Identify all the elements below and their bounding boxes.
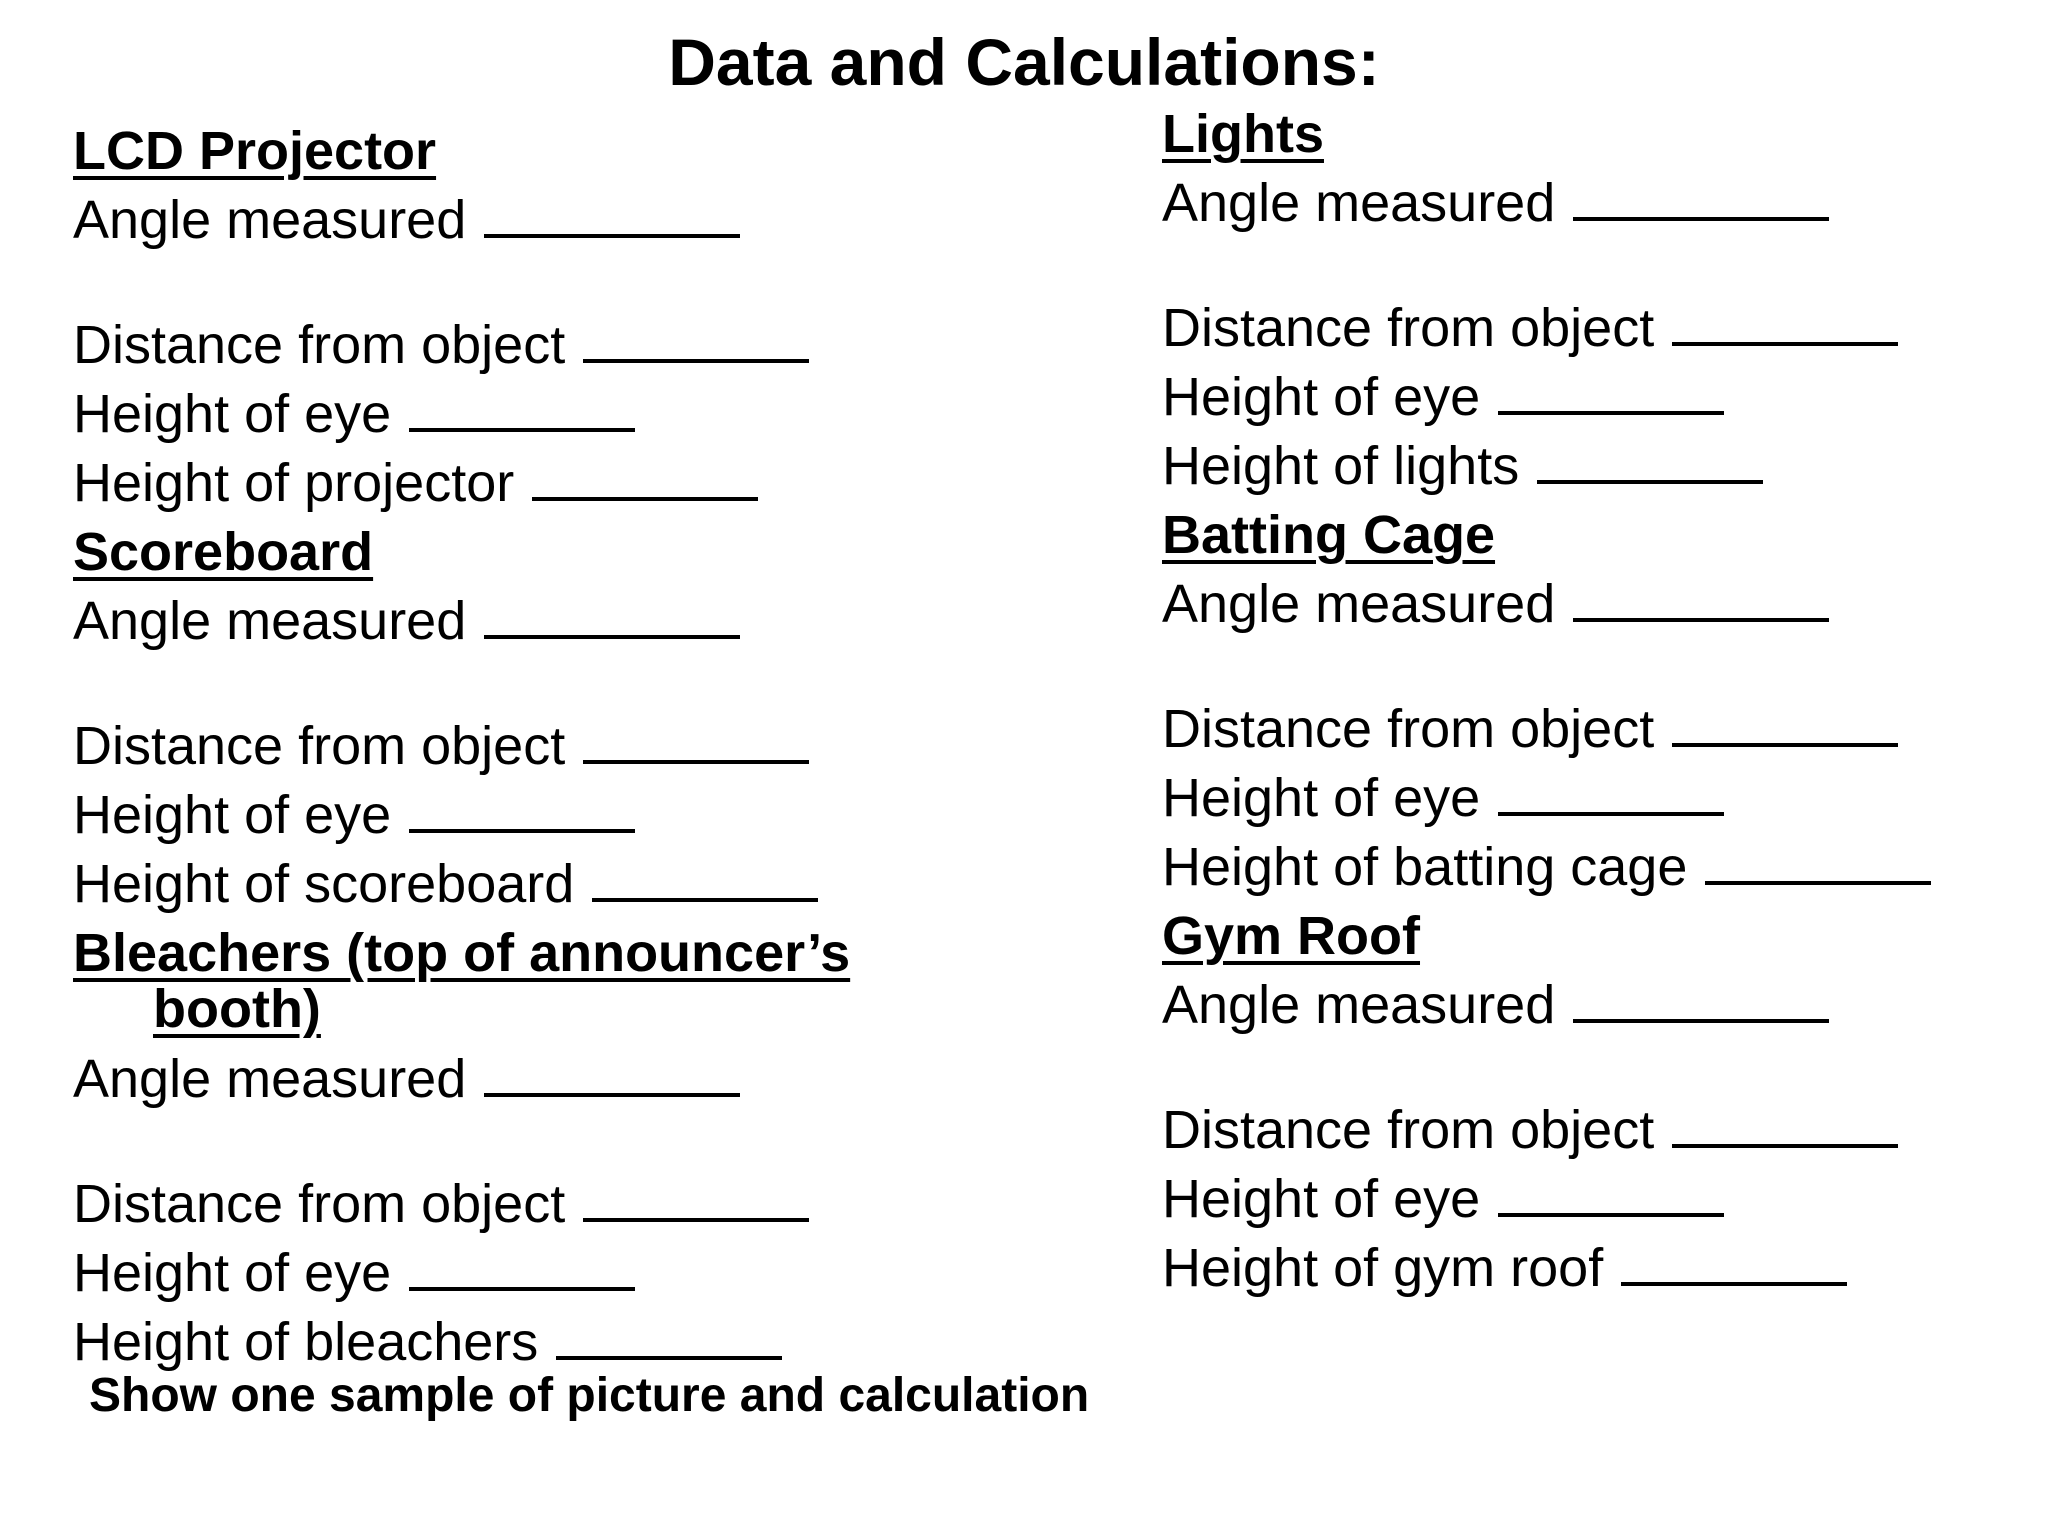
field-row (73, 311, 1033, 380)
answer-blank[interactable] (1672, 743, 1898, 747)
field-label: Angle measured (1162, 173, 1556, 233)
answer-blank[interactable] (1573, 217, 1829, 221)
field-label: Distance from object (1162, 1100, 1655, 1160)
field-row (73, 380, 1033, 449)
answer-blank[interactable] (1573, 1019, 1829, 1023)
footer-note: Show one sample of picture and calculation (89, 1369, 1090, 1422)
answer-blank[interactable] (1621, 1282, 1847, 1286)
field-label: Height of projector (73, 453, 515, 513)
field-row (73, 1045, 1033, 1114)
section-heading: Gym Roof (1162, 906, 1421, 966)
section-lights (1162, 100, 2048, 501)
answer-blank[interactable] (583, 760, 809, 764)
field-row (73, 712, 1033, 781)
field-row (73, 850, 1033, 919)
field-label: Height of lights (1162, 436, 1520, 496)
answer-blank[interactable] (556, 1356, 782, 1360)
answer-blank[interactable] (484, 1093, 740, 1097)
section-heading: Batting Cage (1162, 505, 1496, 565)
field-row (73, 449, 1033, 518)
section-heading: LCD Projector (73, 121, 437, 181)
section-batting-cage (1162, 501, 2048, 902)
field-row (1162, 432, 2048, 501)
field-label: Distance from object (1162, 298, 1655, 358)
answer-blank[interactable] (1705, 881, 1931, 885)
field-row (1162, 570, 2048, 639)
field-label: Height of bleachers (73, 1312, 539, 1372)
field-label: Distance from object (73, 315, 566, 375)
answer-blank[interactable] (1672, 1144, 1898, 1148)
field-row (1162, 294, 2048, 363)
field-label: Distance from object (73, 1174, 566, 1234)
section-heading: Bleachers (top of announcer’s booth) (73, 923, 851, 1039)
field-row (1162, 971, 2048, 1040)
field-label: Angle measured (73, 591, 467, 651)
answer-blank[interactable] (532, 497, 758, 501)
right-column (1162, 100, 2048, 1303)
field-label: Height of batting cage (1162, 837, 1688, 897)
answer-blank[interactable] (1498, 1213, 1724, 1217)
field-row (1162, 695, 2048, 764)
answer-blank[interactable] (409, 428, 635, 432)
field-label: Angle measured (1162, 975, 1556, 1035)
answer-blank[interactable] (484, 234, 740, 238)
field-row (73, 587, 1033, 656)
answer-blank[interactable] (1537, 480, 1763, 484)
field-label: Height of eye (1162, 768, 1481, 828)
section-lcd-projector (73, 117, 1033, 518)
field-label: Height of eye (73, 384, 392, 444)
field-label: Height of scoreboard (73, 854, 575, 914)
left-column (73, 117, 1033, 1377)
answer-blank[interactable] (1573, 618, 1829, 622)
field-row (73, 186, 1033, 255)
field-label: Height of eye (73, 1243, 392, 1303)
answer-blank[interactable] (1498, 812, 1724, 816)
field-row (73, 1239, 1033, 1308)
field-row (1162, 764, 2048, 833)
page-title: Data and Calculations: (668, 25, 1380, 99)
field-label: Height of eye (1162, 1169, 1481, 1229)
section-heading: Scoreboard (73, 522, 374, 582)
field-row (1162, 1165, 2048, 1234)
field-label: Height of eye (73, 785, 392, 845)
answer-blank[interactable] (484, 635, 740, 639)
answer-blank[interactable] (409, 829, 635, 833)
answer-blank[interactable] (583, 359, 809, 363)
section-scoreboard (73, 518, 1033, 919)
field-label: Angle measured (1162, 574, 1556, 634)
answer-blank[interactable] (1672, 342, 1898, 346)
field-label: Distance from object (73, 716, 566, 776)
answer-blank[interactable] (409, 1287, 635, 1291)
field-label: Distance from object (1162, 699, 1655, 759)
field-row (1162, 1096, 2048, 1165)
field-label: Height of eye (1162, 367, 1481, 427)
answer-blank[interactable] (592, 898, 818, 902)
field-row (1162, 833, 2048, 902)
answer-blank[interactable] (1498, 411, 1724, 415)
field-label: Height of gym roof (1162, 1238, 1604, 1298)
field-row (1162, 169, 2048, 238)
field-label: Angle measured (73, 1049, 467, 1109)
answer-blank[interactable] (583, 1218, 809, 1222)
section-heading: Lights (1162, 104, 1324, 164)
section-gym-roof (1162, 902, 2048, 1303)
field-row (1162, 363, 2048, 432)
field-row (73, 781, 1033, 850)
field-row (73, 1170, 1033, 1239)
field-row (1162, 1234, 2048, 1303)
field-label: Angle measured (73, 190, 467, 250)
section-bleachers (73, 925, 1033, 1377)
